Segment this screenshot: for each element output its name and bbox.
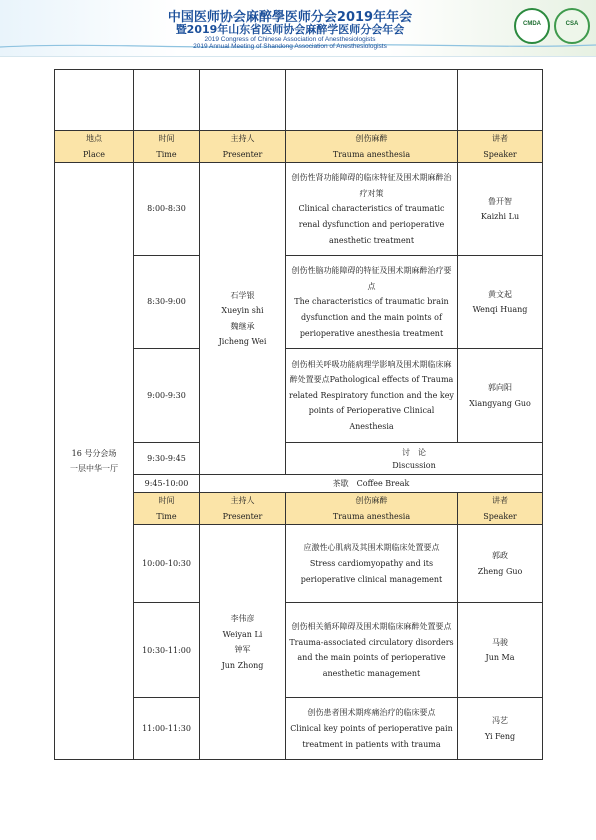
blank-cell: [134, 70, 200, 131]
cell-text: Trauma-associated circulatory disorders and the main points of perioperative anesthetic management: [289, 637, 454, 678]
topic-cell: [286, 698, 458, 760]
cell-text: 石学银: [230, 290, 255, 300]
presenter-cell: [200, 525, 286, 760]
header-presenter: [200, 493, 286, 525]
cell-text: 钟军: [234, 645, 251, 655]
cell-text: 地点: [86, 134, 102, 143]
cell-text: Yi Feng: [484, 731, 516, 741]
cell-text: Trauma anesthesia: [332, 511, 411, 521]
cell-text: 时间: [158, 134, 175, 143]
cell-text: Wenqi Huang: [472, 305, 528, 315]
cell-text: 16 号分会场: [71, 448, 117, 458]
blank-cell: [458, 70, 543, 131]
cmda-logo-text: CMDA: [523, 21, 541, 27]
blank-cell: [200, 70, 286, 131]
cell-text: Speaker: [483, 511, 517, 521]
cell-text: 一层中华一厅: [70, 464, 118, 474]
discussion-cell: [286, 443, 543, 475]
csa-logo: [554, 8, 590, 44]
cell-text: Xiangyang Guo: [469, 398, 531, 408]
cell-text: Presenter: [222, 149, 263, 159]
cell-text: 马骏: [492, 637, 508, 647]
topic-cell: [286, 525, 458, 603]
header-row: [55, 131, 543, 163]
cell-text: 时间: [158, 496, 175, 506]
cell-text: Discussion: [392, 460, 436, 470]
speaker-cell: [458, 525, 543, 603]
speaker-cell: [458, 163, 543, 256]
cell-text: 创伤麻醉: [355, 134, 388, 143]
header-presenter: [200, 131, 286, 163]
header-title-cn: 中国医师协会麻醉學医师分会2019年年会: [167, 10, 413, 25]
break-cell: 茶歇 Coffee Break: [200, 475, 543, 493]
header-subtitle-cn: 暨2019年山东省医师协会麻醉学医师分会年会: [175, 23, 405, 36]
cell-text: 黄文起: [488, 289, 512, 299]
schedule-table: [54, 69, 543, 760]
blank-cell: [55, 70, 134, 131]
cell-text: 创伤患者围术期疼痛治疗的临床要点: [307, 708, 436, 718]
header-speaker: [458, 131, 543, 163]
cell-text: Trauma anesthesia: [332, 149, 411, 159]
cell-text: 冯艺: [492, 716, 508, 726]
cell-text: 主持人: [230, 496, 255, 506]
cell-text: Zheng Guo: [477, 566, 523, 576]
cell-text: Jicheng Wei: [218, 337, 267, 347]
speaker-cell: [458, 603, 543, 698]
cell-text: 创伤相关循环障碍及围术期临床麻醉处置要点: [291, 622, 452, 632]
cell-text: Time: [156, 511, 177, 521]
time-cell: 10:00-10:30: [134, 525, 200, 603]
cell-text: Jun Ma: [485, 653, 515, 663]
cell-text: Clinical key points of perioperative pain treatment in patients with trauma: [290, 724, 453, 749]
cell-text: 创伤相关呼吸功能病理学影响及围术期临床麻醉处置要点: [289, 359, 452, 385]
speaker-cell: [458, 256, 543, 349]
cell-text: 李伟彦: [230, 614, 255, 624]
cell-text: 郭向阳: [488, 383, 512, 393]
time-cell: 9:30-9:45: [134, 443, 200, 475]
cell-text: Stress cardiomyopathy and its perioperative clinical management: [300, 559, 443, 584]
table-row: [55, 163, 543, 256]
header-banner: [0, 0, 596, 57]
cell-text: Pathological effects of Trauma related Respiratory function and the key points of Perioperative Clinical Anesthesia: [289, 375, 454, 432]
header-time: [134, 131, 200, 163]
cell-text: Time: [156, 149, 177, 159]
cell-text: 讲者: [492, 134, 508, 143]
topic-cell: [286, 163, 458, 256]
cell-text: Place: [83, 149, 105, 159]
header-title-en: [130, 36, 450, 50]
cell-text: Presenter: [222, 511, 263, 521]
header-time: [134, 493, 200, 525]
speaker-cell: [458, 349, 543, 443]
cell-text: 应激性心肌病及其围术期临床处置要点: [303, 543, 440, 553]
cell-text: 讲者: [492, 496, 508, 506]
cell-text: Weiyan Li: [222, 629, 263, 639]
time-cell: 9:00-9:30: [134, 349, 200, 443]
time-cell: 8:00-8:30: [134, 163, 200, 256]
speaker-cell: [458, 698, 543, 760]
cell-text: Jun Zhong: [221, 660, 264, 670]
cell-text: The characteristics of traumatic brain dysfunction and the main points of perioperative anesthesia treatment: [294, 297, 449, 338]
cell-text: 主持人: [230, 134, 255, 143]
header-speaker: [458, 493, 543, 525]
cell-text: 鲁开智: [488, 196, 512, 206]
cell-text: Kaizhi Lu: [480, 212, 520, 222]
cmda-logo: [514, 8, 550, 44]
time-cell: 11:00-11:30: [134, 698, 200, 760]
topic-cell: [286, 603, 458, 698]
header-title-en-line1: 2019 Congress of Chinese Association of Anesthesiologists: [204, 36, 376, 43]
header-place: [55, 131, 134, 163]
time-cell: 10:30-11:00: [134, 603, 200, 698]
cell-text: Xueyin shi: [221, 306, 264, 316]
cell-text: 讨 论: [402, 447, 426, 457]
cell-text: Clinical characteristics of traumatic renal dysfunction and perioperative anesthetic treatment: [298, 204, 445, 245]
cell-text: 创伤性肾功能障碍的临床特征及围术期麻醉治疗对策: [291, 173, 452, 198]
header-topic: [286, 131, 458, 163]
cell-text: 创伤麻醉: [355, 496, 388, 506]
header-topic: [286, 493, 458, 525]
presenter-cell: [200, 163, 286, 475]
topic-cell: [286, 349, 458, 443]
cell-text: Speaker: [483, 149, 517, 159]
time-cell: 9:45-10:00: [134, 475, 200, 493]
csa-logo-text: CSA: [565, 21, 579, 27]
cell-text: 郭政: [492, 551, 508, 561]
blank-top-row: [55, 70, 543, 131]
time-cell: 8:30-9:00: [134, 256, 200, 349]
topic-cell: [286, 256, 458, 349]
cell-text: 魏继承: [230, 321, 255, 331]
cell-text: 创伤性脑功能障碍的特征及围术期麻醉治疗要点: [291, 266, 452, 291]
blank-cell: [286, 70, 458, 131]
place-cell: [55, 163, 134, 760]
header-title-en-line2: 2019 Annual Meeting of Shandong Association of Anesthesiologists: [193, 43, 387, 50]
